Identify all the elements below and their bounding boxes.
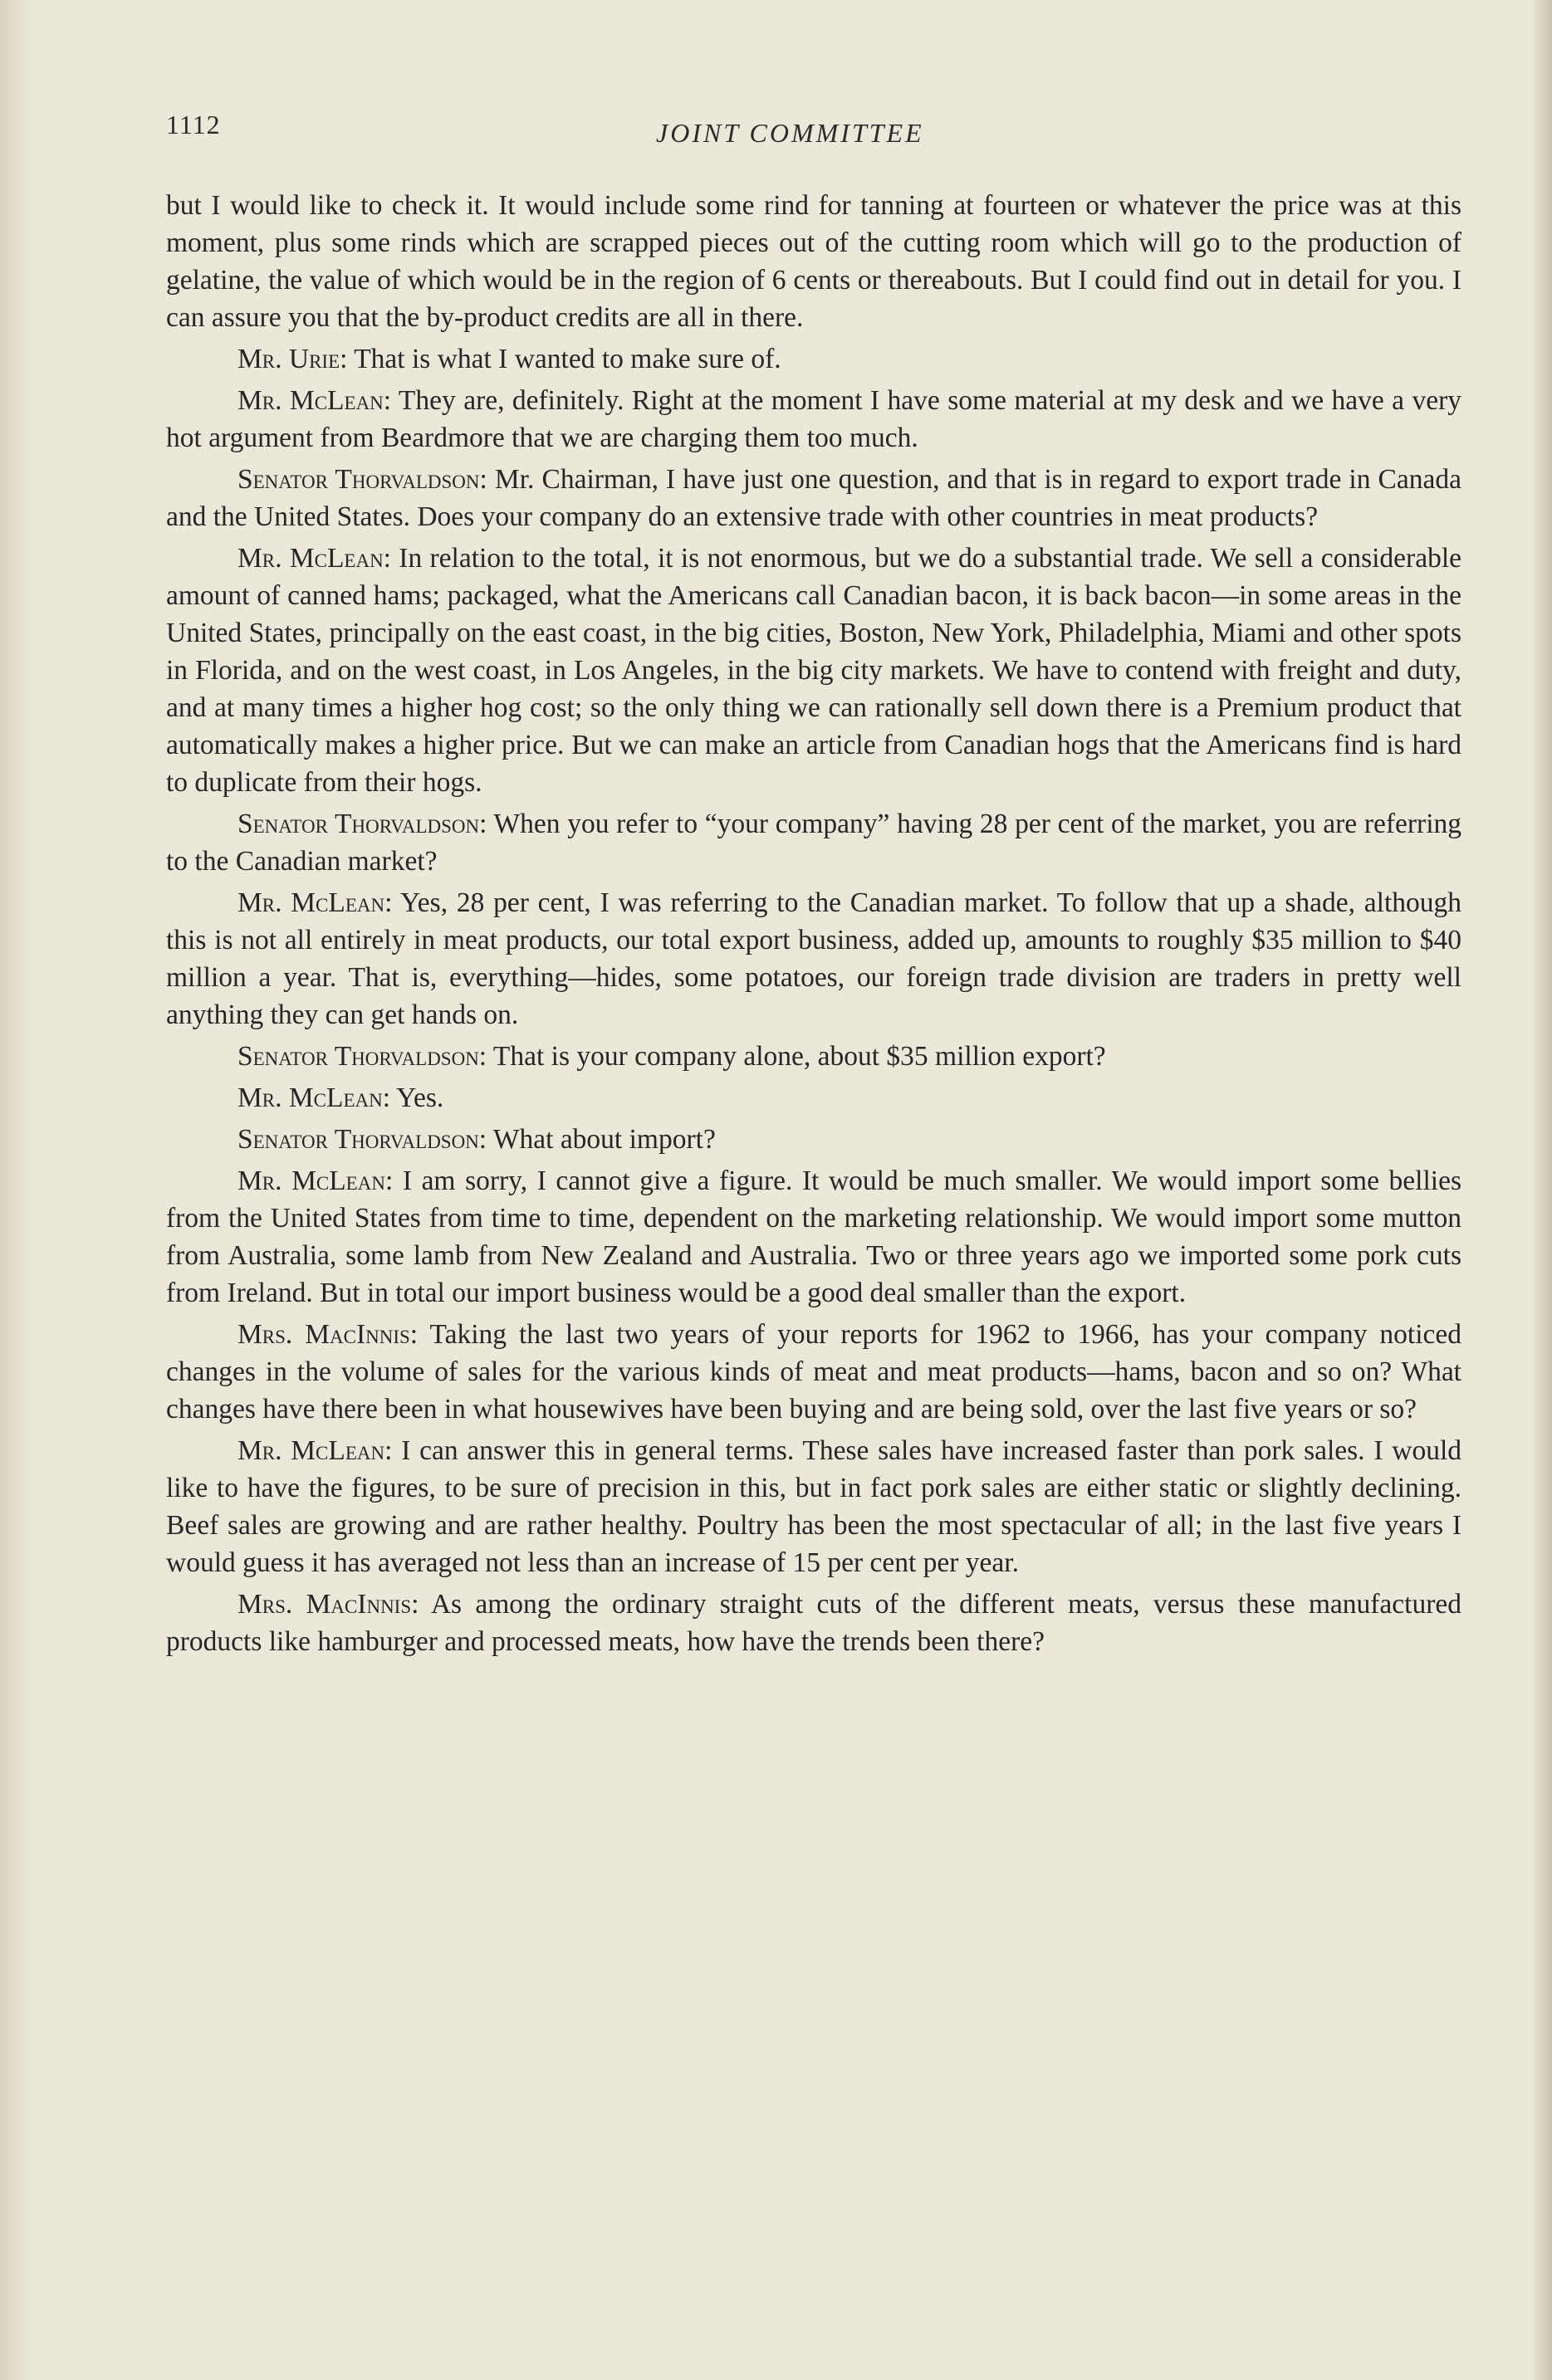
paragraph-text: As among the ordinary straight cuts of the different meats, versus these manufactured products like hamburger and processed meats, how have the trends been there? (166, 1589, 1461, 1657)
speaker-name: Mr. McLean: (237, 1435, 393, 1466)
paragraph (166, 1079, 1461, 1117)
paragraph (166, 805, 1461, 880)
paragraph-text: That is your company alone, about $35 million export? (487, 1041, 1106, 1072)
speaker-name: Mr. McLean: (237, 1082, 391, 1113)
speaker-name: Senator Thorvaldson: (237, 464, 487, 495)
paragraph-text: I am sorry, I cannot give a figure. It would be much smaller. We would import some bellies from the United States from time to time, dependent on the marketing relationship. We would import some mutton from Australia, some lamb from New Zealand and Australia. Two or three years ago we imported some pork cuts from Ireland. But in total our import business would be a good deal smaller than the export. (166, 1166, 1461, 1308)
paragraph-text: Mr. Chairman, I have just one question, and that is in regard to export trade in Canada and the United States. Does your company do an extensive trade with other countries in meat products? (166, 464, 1461, 532)
page-edge (1530, 0, 1552, 2380)
speaker-name: Mr. McLean: (237, 1166, 394, 1196)
paragraph (166, 884, 1461, 1034)
paragraph-text: Yes, 28 per cent, I was referring to the Canadian market. To follow that up a shade, although this is not all entirely in meat products, our total export business, added up, amounts to roughly $35 million to $40 million a year. That is, everything—hides, some potatoes, our foreign trade division are traders in pretty well anything they can get hands on. (166, 887, 1461, 1030)
paragraph (166, 340, 1461, 378)
paragraph-text: When you refer to “your company” having 28 per cent of the market, you are referring to the Canadian market? (166, 809, 1462, 877)
speaker-name: Senator Thorvaldson: (237, 1041, 487, 1072)
body-text (166, 187, 1461, 1664)
paragraph (166, 1038, 1461, 1075)
paragraph-text: That is what I wanted to make sure of. (347, 344, 781, 374)
speaker-name: Senator Thorvaldson: (237, 1124, 487, 1155)
speaker-name: Mr. McLean: (237, 887, 393, 918)
speaker-name: Mrs. MacInnis: (237, 1319, 419, 1350)
speaker-name: Mr. McLean: (237, 385, 392, 416)
paragraph-text: In relation to the total, it is not enormous, but we do a substantial trade. We sell a considerable amount of canned hams; packaged, what the Americans call Canadian bacon, it is back bacon—in some areas in the United States, principally on the east coast, in the big cities, Boston, New York, Philadelphia, Miami and other spots in Florida, and on the west coast, in Los Angeles, in the big city markets. We have to contend with freight and duty, and at many times a higher hog cost; so the only thing we can rationally sell down there is a Premium product that automatically makes a higher price. But we can make an article from Canadian hogs that the Americans find is hard to duplicate from their hogs. (166, 543, 1462, 798)
speaker-name: Mr. Urie: (237, 344, 348, 374)
paragraph-text: Taking the last two years of your reports for 1962 to 1966, has your company noticed changes in the volume of sales for the various kinds of meat and meat products—hams, bacon and so on? What changes have there been in what housewives have been buying and are being sold, over the last five years or so? (166, 1319, 1461, 1425)
paragraph-text: but I would like to check it. It would include some rind for tanning at fourteen or whatever the price was at this moment, plus some rinds which are scrapped pieces out of the cutting room which will go to the production of gelatine, the value of which would be in the region of 6 cents or thereabouts. But I could find out in detail for you. I can assure you that the by-product credits are all in there. (166, 190, 1461, 333)
paragraph-text: I can answer this in general terms. These sales have increased faster than pork sales. I would like to have the figures, to be sure of precision in this, but in fact pork sales are either static or slightly declining. Beef sales are growing and are rather healthy. Poultry has been the most spectacular of all; in the last five years I would guess it has averaged not less than an increase of 15 per cent per year. (166, 1435, 1462, 1578)
running-head: JOINT COMMITTEE (656, 118, 924, 148)
page-header (166, 110, 1461, 159)
paragraph (166, 382, 1461, 457)
paragraph (166, 1162, 1461, 1312)
paragraph-text: What about import? (487, 1124, 716, 1155)
speaker-name: Senator Thorvaldson: (237, 809, 487, 839)
paragraph (166, 1316, 1461, 1428)
paragraph (166, 540, 1461, 801)
page-number: 1112 (166, 110, 221, 139)
paragraph (166, 1121, 1461, 1158)
speaker-name: Mr. McLean: (237, 543, 391, 574)
binding-edge (0, 0, 33, 2380)
paragraph (166, 461, 1461, 535)
paragraph-text: Yes. (390, 1082, 444, 1113)
paragraph (166, 1586, 1461, 1660)
paragraph (166, 1432, 1461, 1581)
speaker-name: Mrs. MacInnis: (237, 1589, 419, 1620)
paragraph (166, 187, 1461, 336)
paragraph-text: They are, definitely. Right at the moment I have some material at my desk and we have a very hot argument from Beardmore that we are charging them too much. (166, 385, 1461, 453)
